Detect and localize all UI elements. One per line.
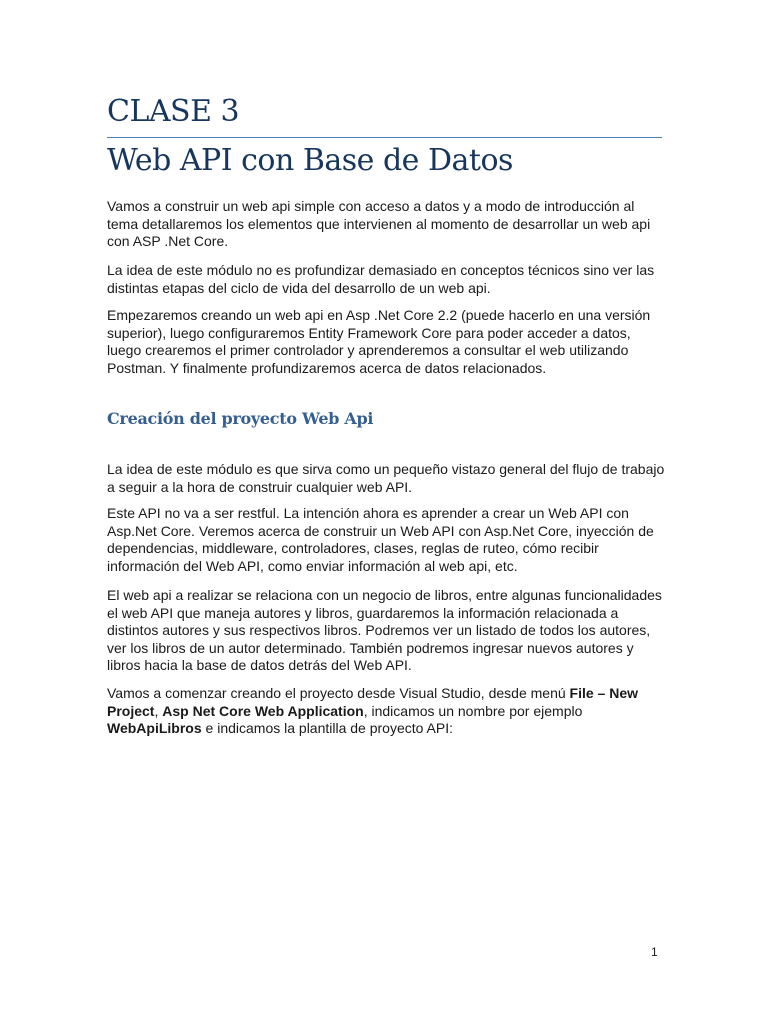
paragraph-text: e indicamos la plantilla de proyecto API:	[201, 720, 454, 736]
paragraph-text: Vamos a comenzar creando el proyecto desde Visual Studio, desde menú	[107, 685, 570, 701]
title-divider	[107, 137, 662, 138]
section-heading: Creación del proyecto Web Api	[107, 409, 374, 428]
page-number: 1	[651, 945, 658, 959]
document-title: CLASE 3	[107, 94, 240, 129]
section-paragraph-4	[107, 685, 667, 738]
intro-paragraph-2: La idea de este módulo no es profundizar demasiado en conceptos técnicos sino ver las distintas etapas del ciclo de vida del desarrollo de un web api.	[107, 262, 655, 296]
section-paragraph-2: Este API no va a ser restful. La intención ahora es aprender a crear un Web API con Asp.Net Core. Veremos acerca de construir un Web API con Asp.Net Core, inyección de dependencias, middleware, controladores, clases, reglas de ruteo, cómo recibir información del Web API, como enviar información al web api, etc.	[107, 505, 654, 574]
project-name-bold: WebApiLibros	[107, 720, 202, 736]
intro-paragraph-1: Vamos a construir un web api simple con acceso a datos y a modo de introducción al tema detallaremos los elementos que intervienen al momento de desarrollar un web api con ASP .Net Core.	[107, 198, 651, 249]
section-paragraph-1: La idea de este módulo es que sirva como un pequeño vistazo general del flujo de trabajo a seguir a la hora de construir cualquier web API.	[107, 461, 665, 495]
menu-path-bold: File – New Project	[107, 685, 639, 719]
section-paragraph-3: El web api a realizar se relaciona con un negocio de libros, entre algunas funcionalidades el web API que maneja autores y libros, guardaremos la información relacionada a distintos autores y sus respectivos libros. Podremos ver un listado de todos los autores, ver los libros de un autor determinado. También podremos ingresar nuevos autores y libros hacia la base de datos detrás del Web API.	[107, 587, 662, 673]
project-template-bold: Asp Net Core Web Application	[162, 702, 364, 719]
intro-paragraph-3: Empezaremos creando un web api en Asp .Net Core 2.2 (puede hacerlo en una versión superior), luego configuraremos Entity Framework Core para poder acceder a datos, luego crearemos el primer controlador y aprenderemos a consultar el web utilizando Postman. Y finalmente profundizaremos acerca de datos relacionados.	[107, 307, 651, 376]
document-subtitle: Web API con Base de Datos	[107, 143, 513, 178]
paragraph-text: , indicamos un nombre por ejemplo	[363, 702, 583, 719]
paragraph-text: ,	[154, 702, 163, 719]
